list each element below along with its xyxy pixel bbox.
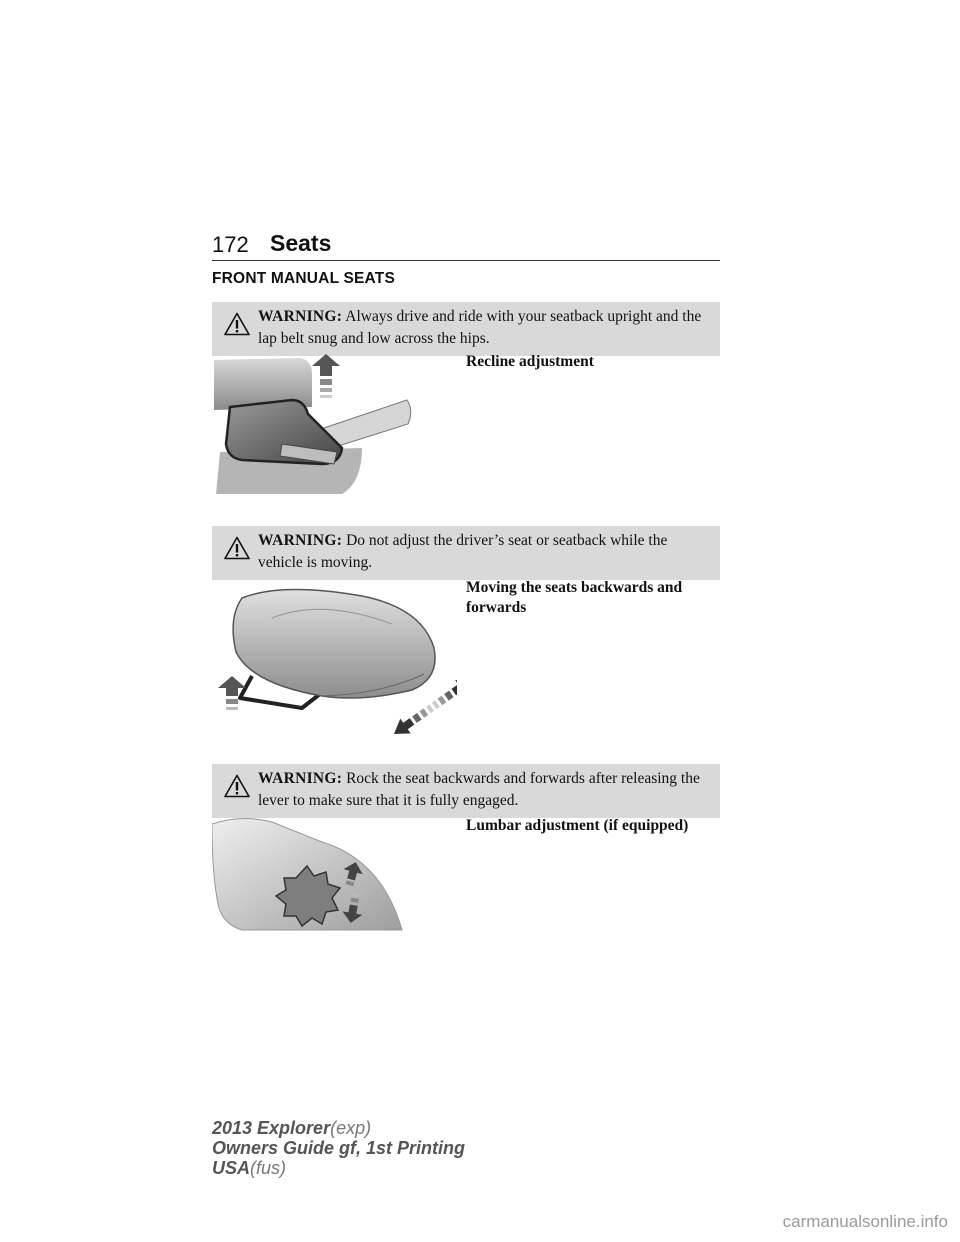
footer-info <box>212 1118 465 1178</box>
section-title: FRONT MANUAL SEATS <box>212 270 395 287</box>
caption-recline: Recline adjustment <box>466 353 594 370</box>
arrow-up-icon <box>312 354 340 398</box>
footer-line-3 <box>212 1158 465 1178</box>
header-rule <box>212 260 720 261</box>
warning-text: Rock the seat backwards and forwards after releasing the lever to make sure that it is fully engaged. <box>258 770 700 809</box>
recline-adjustment-figure <box>212 352 417 498</box>
warning-box-2 <box>212 526 720 580</box>
warning-box-1 <box>212 302 720 356</box>
warning-triangle-icon <box>224 774 250 798</box>
watermark: carmanualsonline.info <box>782 1212 948 1231</box>
warning-text: Always drive and ride with your seatback upright and the lap belt snug and low across the hips. <box>258 308 702 347</box>
warning-triangle-icon <box>224 536 250 560</box>
footer-model-code: (exp) <box>330 1118 372 1138</box>
footer-market: USA <box>212 1158 251 1178</box>
footer-line-2: Owners Guide gf, 1st Printing <box>212 1138 466 1158</box>
lumbar-adjustment-figure <box>212 814 407 934</box>
warning-box-3 <box>212 764 720 818</box>
footer-market-code: (fus) <box>250 1158 287 1178</box>
page-header <box>212 228 720 262</box>
page-number: 172 <box>212 232 249 257</box>
warning-triangle-icon <box>224 312 250 336</box>
caption-moving: Moving the seats backwards and forwards <box>466 579 683 616</box>
warning-label: WARNING: <box>258 532 343 549</box>
warning-label: WARNING: <box>258 308 343 325</box>
footer-line-1 <box>212 1118 465 1138</box>
footer-model: 2013 Explorer <box>212 1118 331 1138</box>
warning-text: Do not adjust the driver’s seat or seatback while the vehicle is moving. <box>258 532 668 571</box>
seat-slide-figure <box>212 578 457 738</box>
warning-label: WARNING: <box>258 770 343 787</box>
caption-lumbar: Lumbar adjustment (if equipped) <box>466 817 689 834</box>
chapter-title: Seats <box>270 230 332 256</box>
